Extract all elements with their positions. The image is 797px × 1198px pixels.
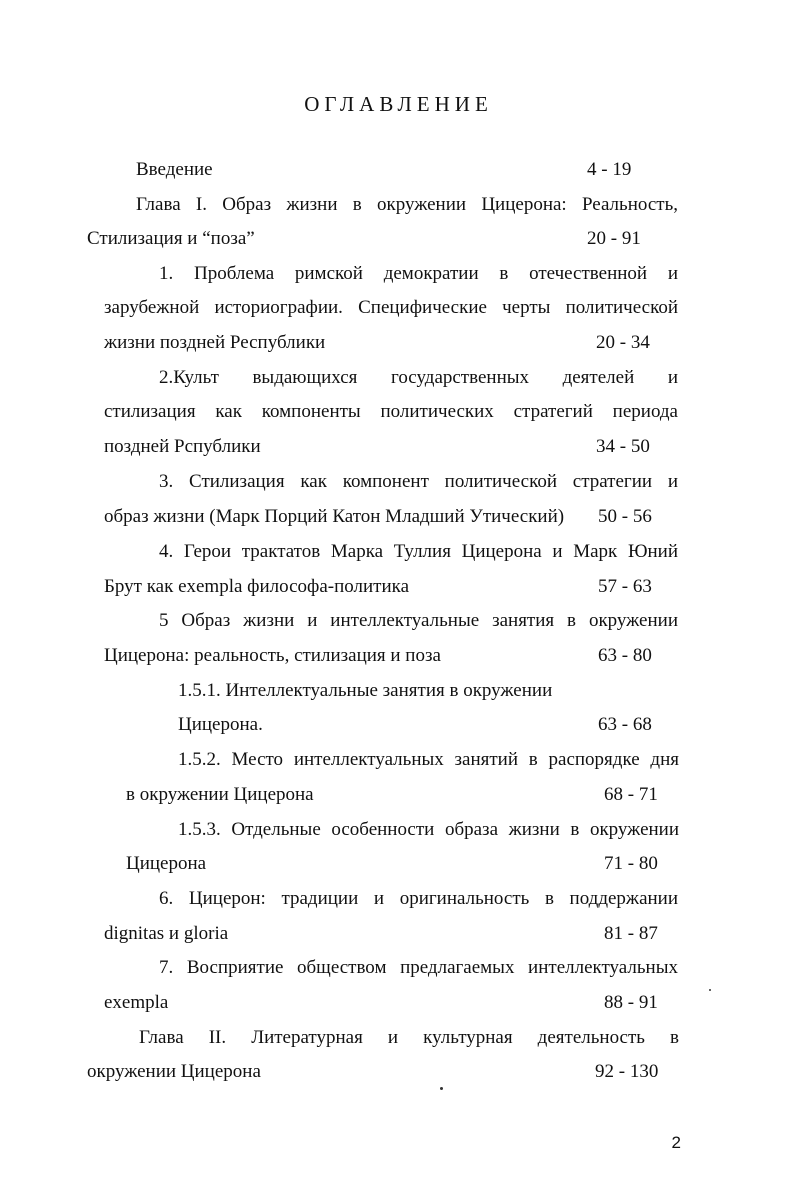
toc-entry-ch1-line2: Стилизация и “поза” [87, 228, 255, 249]
page-number: 2 [671, 1133, 681, 1152]
toc-entry-ch2-line2: окружении Цицерона [87, 1061, 261, 1082]
toc-pages-s53: 71 - 80 [604, 853, 658, 874]
toc-pages-s5: 63 - 80 [598, 645, 652, 666]
toc-pages-intro: 4 - 19 [587, 159, 632, 180]
toc-entry-s4-line2: Брут как exempla философа-политика [104, 576, 410, 597]
toc-entry-s51-line2: Цицерона. [178, 714, 263, 735]
scan-speck [440, 1087, 443, 1090]
toc-entry-s2-line2: стилизация как компоненты политических стратегий периода [104, 401, 678, 422]
toc-entry-s1-line2: зарубежной историографии. Специфические черты политической [104, 297, 678, 318]
toc-entry-s52-line2: в окружении Цицерона [126, 784, 314, 805]
toc-pages-s52: 68 - 71 [604, 784, 658, 805]
toc-entry-ch1-line1: Глава I. Образ жизни в окружении Цицерона: Реальность, [136, 194, 678, 215]
toc-pages-s6: 81 - 87 [604, 923, 658, 944]
toc-entry-s53-line1: 1.5.3. Отдельные особенности образа жизни в окружении [178, 819, 679, 840]
toc-pages-ch2: 92 - 130 [595, 1061, 659, 1082]
scan-speck [709, 989, 711, 991]
toc-entry-s1-line1: 1. Проблема римской демократии в отечественной и [159, 263, 678, 284]
toc-entry-ch2-line1: Глава II. Литературная и культурная деятельность в [139, 1027, 679, 1048]
toc-pages-ch1: 20 - 91 [587, 228, 641, 249]
toc-entry-s4-line1: 4. Герои трактатов Марка Туллия Цицерона и Марк Юний [159, 541, 678, 562]
toc-pages-s7: 88 - 91 [604, 992, 658, 1013]
toc-entry-s6-line1: 6. Цицерон: традиции и оригинальность в поддержании [159, 888, 678, 909]
toc-entry-s3-line1: 3. Стилизация как компонент политической стратегии и [159, 471, 678, 492]
toc-entry-s3-line2: образ жизни (Марк Порций Катон Младший Утический) [104, 506, 565, 527]
toc-entry-intro: Введение [136, 159, 213, 180]
toc-entry-s53-line2: Цицерона [126, 853, 207, 874]
toc-entry-s52-line1: 1.5.2. Место интеллектуальных занятий в распорядке дня [178, 749, 679, 770]
toc-entry-s6-line2: dignitas и gloria [104, 923, 229, 944]
toc-entry-s7-line2: exempla [104, 992, 169, 1013]
toc-pages-s3: 50 - 56 [598, 506, 652, 527]
toc-entry-s2-line1: 2.Культ выдающихся государственных деятелей и [159, 367, 678, 388]
toc-pages-s4: 57 - 63 [598, 576, 652, 597]
toc-entry-s5-line1: 5 Образ жизни и интеллектуальные занятия в окружении [159, 610, 678, 631]
toc-entry-s51-line1: 1.5.1. Интеллектуальные занятия в окружении [178, 680, 553, 701]
page-title: ОГЛАВЛЕНИЕ [304, 92, 493, 116]
toc-entry-s5-line2: Цицерона: реальность, стилизация и поза [104, 645, 441, 666]
toc-entry-s7-line1: 7. Восприятие обществом предлагаемых интеллектуальных [159, 957, 678, 978]
toc-pages-s1: 20 - 34 [596, 332, 650, 353]
toc-entry-s2-line3: поздней Рспублики [104, 436, 261, 457]
toc-entry-s1-line3: жизни поздней Республики [104, 332, 326, 353]
toc-pages-s2: 34 - 50 [596, 436, 650, 457]
toc-pages-s51: 63 - 68 [598, 714, 652, 735]
